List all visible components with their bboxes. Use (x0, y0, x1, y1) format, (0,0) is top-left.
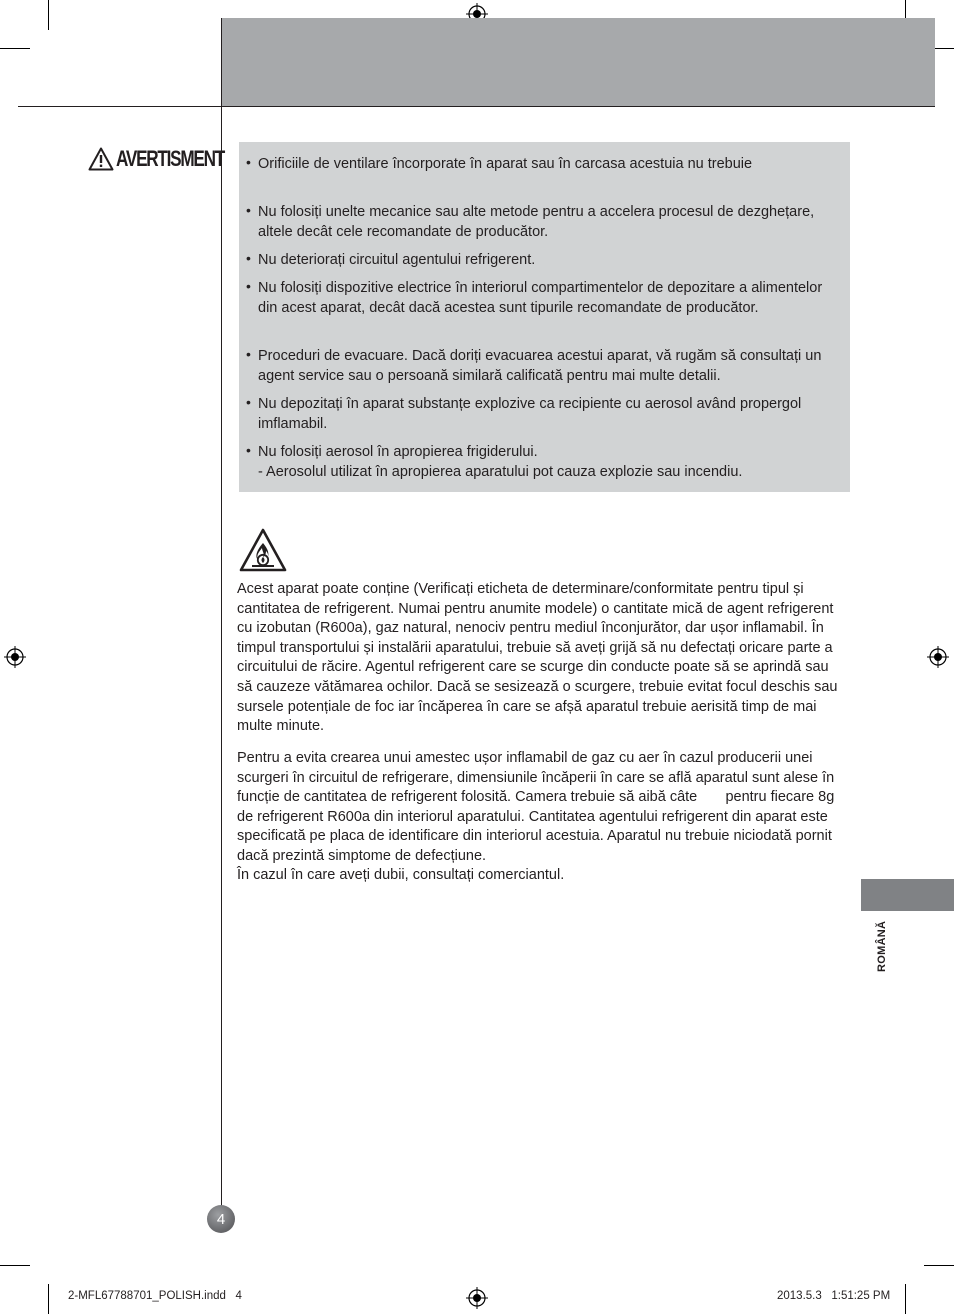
crop-mark (48, 1284, 49, 1314)
warning-triangle-icon (88, 147, 114, 171)
registration-mark-icon (927, 646, 949, 668)
page-number: 4 (207, 1205, 235, 1233)
room-size-paragraph: Pentru a evita crearea unui amestec ușor inflamabil de gaz cu aer în cazul producerii unei scurgeri în circuitul de refrigerare, dimensiunile încăperii în care se află aparatul sunt alese în funcție de cantitatea de refrigerent folosită. Camera trebuie să aibă câte pentru fiecare 8g de refrigerent R600a din interiorul aparatului. Cantitatea agentului refrigerent din aparat este specificată pe placa de identificare din interiorul acestuia. Aparatul nu trebuie niciodată pornit dacă prezintă simptome de defecțiune. (237, 750, 839, 864)
warning-subitem: - Aerosolul utilizat în apropierea aparatului pot cauza explozie sau incendiu. (258, 464, 743, 480)
crop-mark (924, 1265, 954, 1266)
crop-mark (0, 1265, 30, 1266)
refrigerant-paragraph: Acest aparat poate conține (Verificați eticheta de determinare/conformitate pentru tipul și cantitatea de refrigerent. Numai pentru anumite modele) o cantitate mică de agent refrigerent cu izobutan (R600a), gaz natural, nenociv pentru mediul înconjurător, dar ușor inflamabil. În timpul transportului și instalării aparatului, trebuie să aveți grijă să nu defectați oricare parte a circuitului de răcire. Agentul refrigerent care se scurge din conducte poate să se aprindă sau să cauzeze vătămarea ochilor. Dacă se sesizează o scurgere, trebuie evitat focul deschis sau sursele potențiale de foc iar încăperea în care se afșă aparatul trebuie aerisită timp de mai multe minute. (237, 581, 838, 735)
warning-title: AVERTISMENT (116, 146, 224, 171)
dealer-paragraph: În cazul în care aveți dubii, consultați comerciantul. (237, 867, 565, 883)
warning-item: • Nu folosiți dispozitive electrice în interiorul compartimentelor de depozitare a alimentelor din acest aparat, decât dacă acestea sunt tipurile recomandate de producător. (246, 278, 823, 316)
footer-timestamp: 2013.5.3 1:51:25 PM (777, 1290, 891, 1302)
footer-filename: 2-MFL67788701_POLISH.indd 4 (68, 1290, 242, 1302)
language-tab (861, 879, 954, 911)
warning-heading (88, 143, 254, 175)
crop-mark (0, 48, 30, 49)
margin-rule (221, 18, 222, 1223)
header-band (222, 18, 935, 106)
registration-mark-icon (466, 1287, 488, 1309)
registration-mark-icon (4, 646, 26, 668)
warning-item: • Nu folosiți unelte mecanice sau alte metode pentru a accelera procesul de dezghețare, altele decât cele recomandate de producător. (246, 202, 815, 240)
crop-mark (48, 0, 49, 30)
warning-item: • Nu deteriorați circuitul agentului refrigerent. (246, 250, 536, 268)
language-label: ROMÂNĂ (876, 920, 888, 972)
warning-item: • Nu folosiți aerosol în apropierea frigiderului. - Aerosolul utilizat în apropierea aparatului pot cauza explozie sau incendiu. (246, 442, 842, 482)
flammable-warning-icon (239, 528, 287, 572)
crop-mark (905, 1284, 906, 1314)
warning-item: • Nu depozitați în aparat substanțe explozive ca recipiente cu aerosol având propergol imflamabil. (246, 394, 802, 432)
header-rule (18, 106, 935, 107)
warning-item: • Proceduri de evacuare. Dacă doriți evacuarea acestui aparat, vă rugăm să consultați un agent service sau o persoană similară calificată pentru mai multe detalii. (246, 346, 822, 384)
warning-item: • Orificiile de ventilare încorporate în aparat sau în carcasa acestuia nu trebuie (246, 154, 753, 172)
